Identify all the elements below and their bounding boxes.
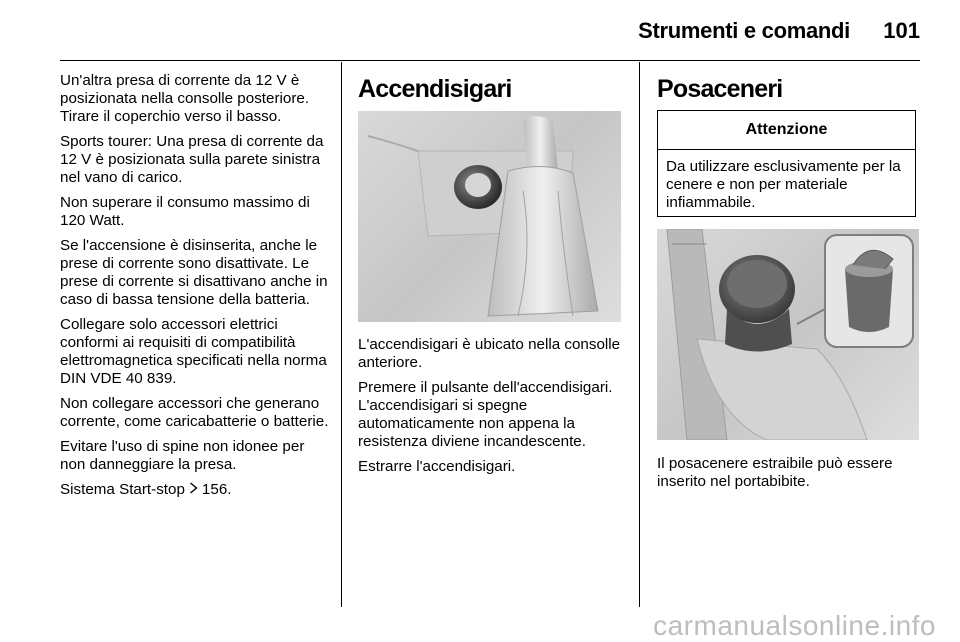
paragraph: Non collegare accessori che generano corrente, come caricabatterie o batterie.: [60, 395, 329, 430]
page-header-title: Strumenti e comandi: [638, 18, 850, 43]
header-divider: [60, 60, 920, 61]
paragraph: Sports tourer: Una presa di corrente da 12 V è posizionata sulla parete sinistra nel vano di carico.: [60, 133, 324, 186]
paragraph: Evitare l'uso di spine non idonee per non danneggiare la presa.: [60, 438, 305, 473]
watermark: carmanualsonline.info: [653, 610, 936, 641]
xref-page: 156.: [201, 481, 232, 498]
arrow-reference-icon: [189, 481, 199, 499]
warning-title: Attenzione: [658, 111, 915, 150]
paragraph: Se l'accensione è disinserita, anche le prese di corrente sono disattivate. Le prese di corrente si disattivano anche in caso di bassa tensione della batteria.: [60, 237, 328, 308]
paragraph: Estrarre l'accendisigari.: [358, 458, 516, 475]
middle-column: [358, 72, 624, 104]
xref-text: Sistema Start-stop: [60, 481, 185, 498]
page-number: 101: [883, 18, 920, 43]
section-heading: Posaceneri: [657, 75, 783, 103]
paragraph: Collegare solo accessori elettrici conformi ai requisiti di compatibilità elettromagnetica specificati nella norma DIN VDE 40 839.: [60, 316, 327, 387]
left-column: [60, 72, 330, 506]
section-heading: Accendisigari: [358, 75, 512, 103]
right-column: [657, 72, 920, 104]
ashtray-photo: [657, 229, 919, 440]
cigarette-lighter-photo: [358, 111, 621, 322]
cross-reference[interactable]: [60, 481, 330, 499]
paragraph: Un'altra presa di corrente da 12 V è posizionata nella consolle posteriore. Tirare il coperchio verso il basso.: [60, 72, 310, 125]
column-divider-right: [639, 62, 640, 607]
paragraph: L'accendisigari è ubicato nella consolle anteriore.: [358, 336, 621, 371]
paragraph: Non superare il consumo massimo di 120 Watt.: [60, 194, 310, 229]
warning-text: Da utilizzare esclusivamente per la cenere e non per materiale infiammabile.: [666, 158, 901, 211]
column-divider-left: [341, 62, 342, 607]
right-column-text: [657, 455, 920, 498]
paragraph: Premere il pulsante dell'accendisigari. L'accendisigari si spegne automaticamente non appena la resistenza diviene incandescente.: [358, 379, 613, 450]
warning-box: [657, 110, 916, 217]
middle-column-text: [358, 336, 624, 483]
paragraph: Il posacenere estraibile può essere inserito nel portabibite.: [657, 455, 893, 490]
